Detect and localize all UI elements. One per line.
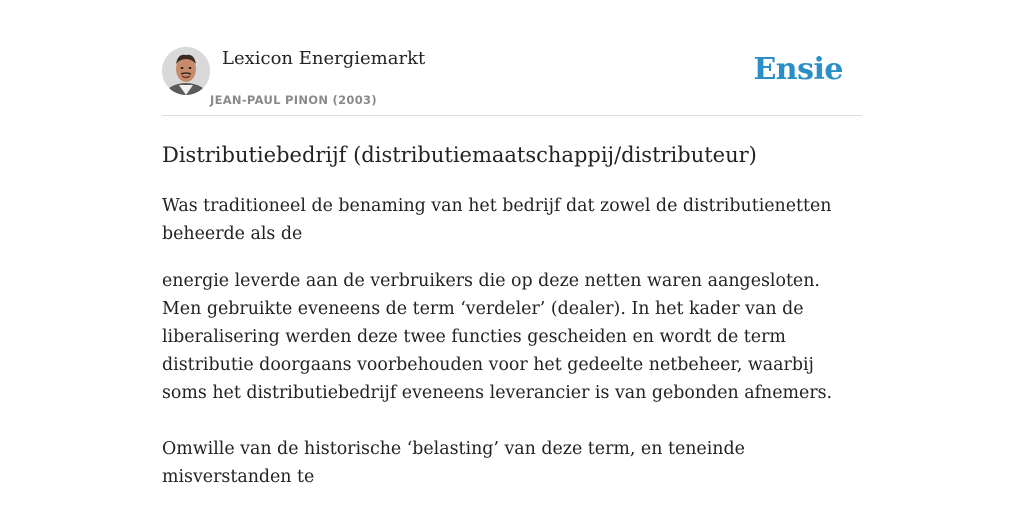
entry-card	[162, 46, 862, 487]
entry-header	[162, 46, 862, 116]
ensie-logo[interactable]: Ensie	[753, 52, 843, 87]
entry-title: Distributiebedrijf (distributiemaatschappij/distributeur)	[162, 143, 757, 167]
author-name[interactable]: JEAN-PAUL PINON (2003)	[210, 93, 377, 107]
author-portrait-icon	[162, 47, 210, 95]
entry-paragraph: Was traditioneel de benaming van het bedrijf dat zowel de distributienetten beheerde als de	[162, 196, 832, 244]
entry-paragraph: energie leverde aan de verbruikers die op deze netten waren aangesloten. Men gebruikte eveneens de term ‘verdeler’ (dealer). In het kader van de liberalisering werden deze twee functies gescheiden en wordt de term distributie doorgaans voorbehouden voor het gedeelte netbeheer, waarbij soms het distributiebedrijf eveneens leverancier is van gebonden afnemers.	[162, 271, 833, 403]
entry-paragraph: Omwille van de historische ‘belasting’ van deze term, en teneinde misverstanden te	[162, 439, 745, 487]
author-avatar[interactable]	[162, 47, 210, 95]
book-title[interactable]: Lexicon Energiemarkt	[222, 48, 426, 69]
